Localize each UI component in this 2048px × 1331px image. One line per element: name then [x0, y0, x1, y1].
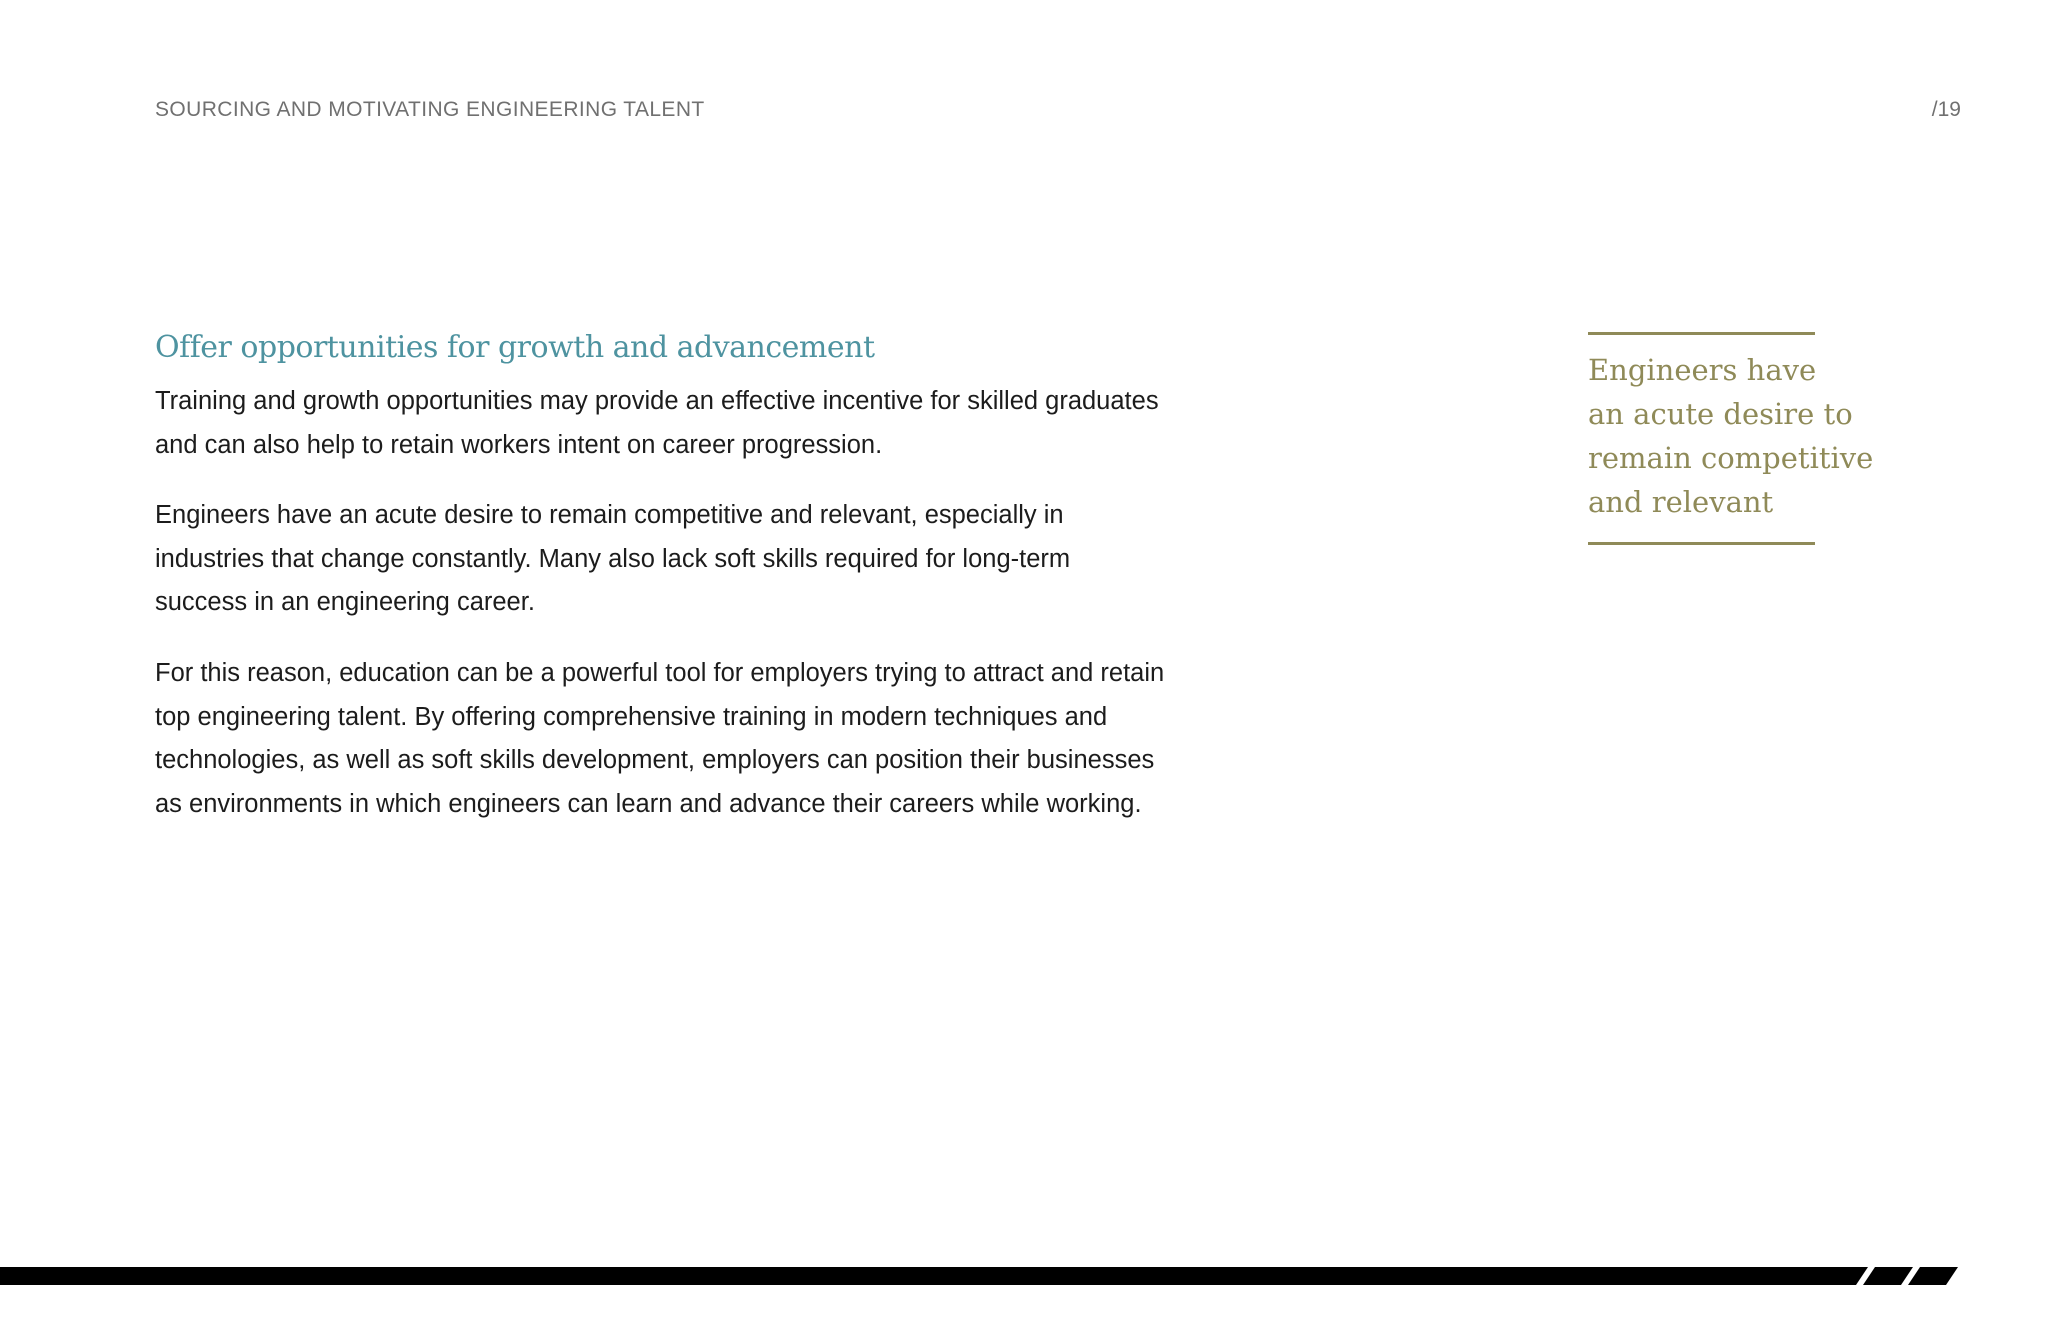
body-paragraph-2: Engineers have an acute desire to remain competitive and relevant, especially in industries that change constantly. Many also lack soft skills required for long-term success in an engineering career.: [155, 501, 1071, 617]
pullquote-text: [1588, 348, 1918, 524]
pullquote-line: and relevant: [1588, 485, 1774, 519]
main-content: [155, 328, 1165, 853]
pullquote-line: an acute desire to: [1588, 397, 1853, 431]
pullquote-top-rule: [1588, 332, 1815, 335]
document-header-title: SOURCING AND MOTIVATING ENGINEERING TALENT: [155, 98, 705, 121]
body-paragraph-3: For this reason, education can be a powerful tool for employers trying to attract and retain top engineering talent. By offering comprehensive training in modern techniques and technologies, as well as soft skills development, employers can position their businesses as environments in which engineers can learn and advance their careers while working.: [155, 658, 1165, 818]
footer-stripe-slash: [1908, 1267, 1958, 1285]
page-number: /19: [1931, 98, 1961, 121]
pullquote-line: remain competitive: [1588, 441, 1874, 475]
section-heading: Offer opportunities for growth and advancement: [155, 330, 875, 365]
pullquote: [1588, 332, 1918, 545]
body-paragraph-1: Training and growth opportunities may provide an effective incentive for skilled graduates and can also help to retain workers intent on career progression.: [155, 387, 1159, 459]
footer-stripe: [0, 1267, 2048, 1285]
pullquote-line: Engineers have: [1588, 353, 1817, 387]
footer-stripe-slash: [1863, 1267, 1913, 1285]
pullquote-bottom-rule: [1588, 542, 1815, 545]
footer-stripe-bar: [0, 1267, 1868, 1285]
